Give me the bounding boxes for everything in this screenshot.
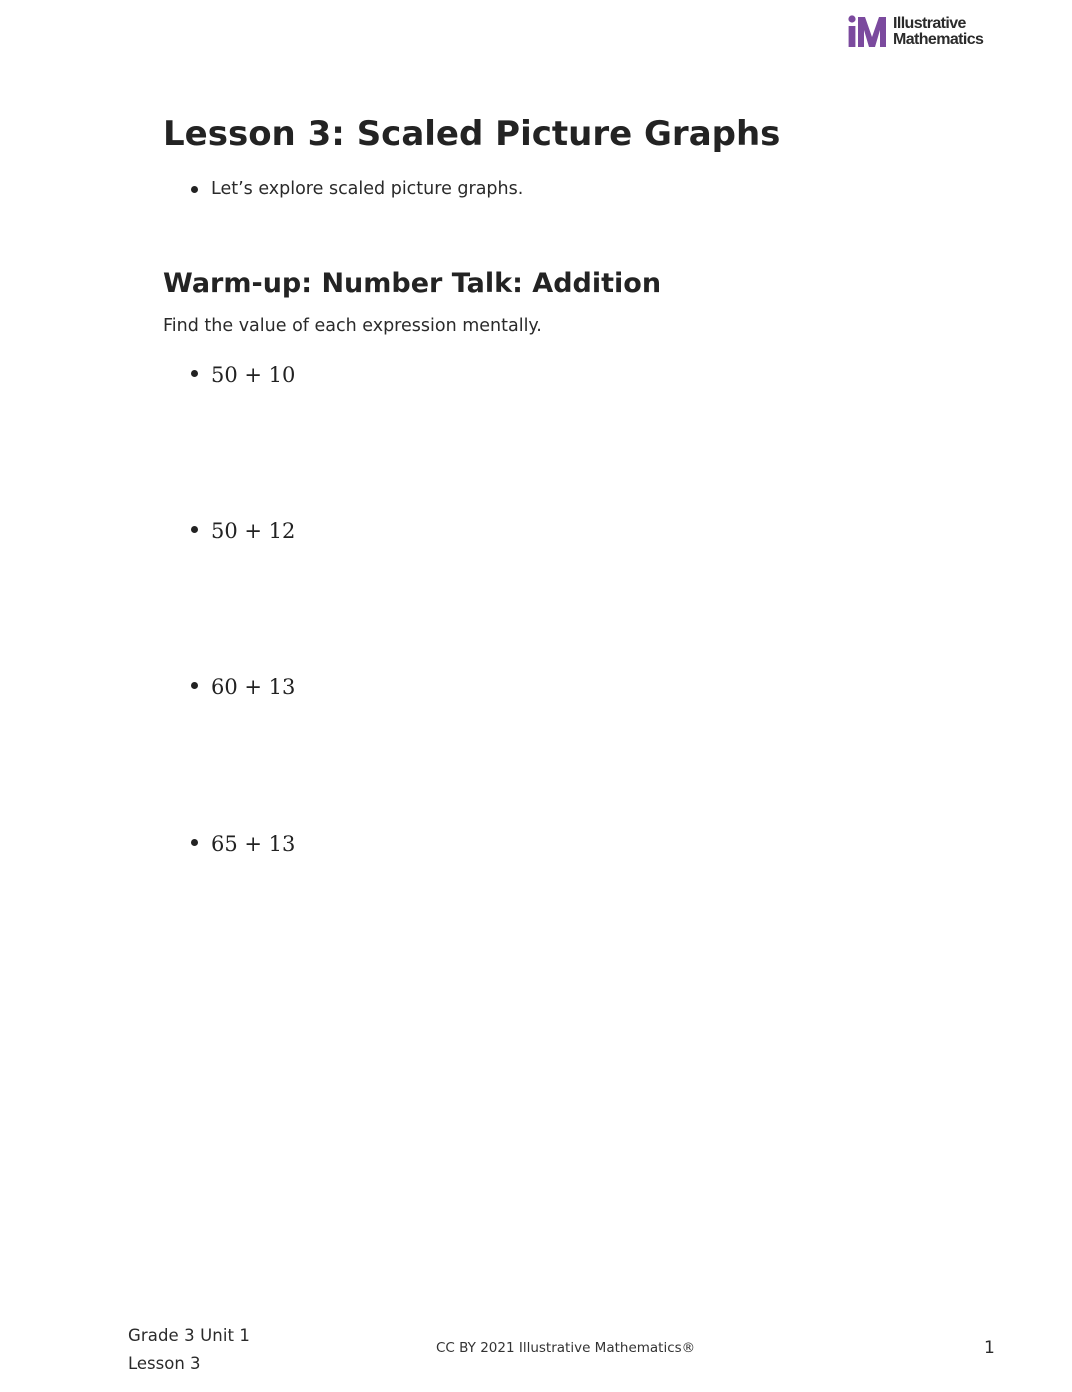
expression-text: 60 + 13 xyxy=(211,675,296,699)
learning-goal-text: Let’s explore scaled picture graphs. xyxy=(211,179,524,199)
expression-text: 50 + 12 xyxy=(211,519,296,543)
bullet-icon xyxy=(191,526,198,533)
brand-logo xyxy=(847,15,983,49)
bullet-icon xyxy=(191,682,198,689)
brand-name xyxy=(893,16,983,49)
expression-item xyxy=(191,517,295,545)
page-number: 1 xyxy=(984,1338,995,1358)
bullet-icon xyxy=(191,186,198,193)
footer-lesson: Lesson 3 xyxy=(128,1354,201,1373)
brand-name-line1: Illustrative xyxy=(893,14,966,32)
expression-item xyxy=(191,830,295,858)
warmup-instructions: Find the value of each expression mentally. xyxy=(163,316,542,336)
footer-copyright: CC BY 2021 Illustrative Mathematics® xyxy=(436,1340,696,1356)
lesson-title: Lesson 3: Scaled Picture Graphs xyxy=(163,114,781,154)
learning-goal-item xyxy=(191,178,523,200)
bullet-icon xyxy=(191,370,198,377)
warmup-title: Warm-up: Number Talk: Addition xyxy=(163,268,662,299)
expression-text: 50 + 10 xyxy=(211,363,296,387)
footer-course-info xyxy=(128,1322,250,1378)
expression-item xyxy=(191,361,295,389)
brand-name-line2: Mathematics xyxy=(893,31,984,48)
expression-text: 65 + 13 xyxy=(211,832,296,856)
bullet-icon xyxy=(191,839,198,846)
expression-item xyxy=(191,673,295,701)
footer-unit: Grade 3 Unit 1 xyxy=(128,1326,251,1345)
im-logo-icon xyxy=(847,15,887,49)
